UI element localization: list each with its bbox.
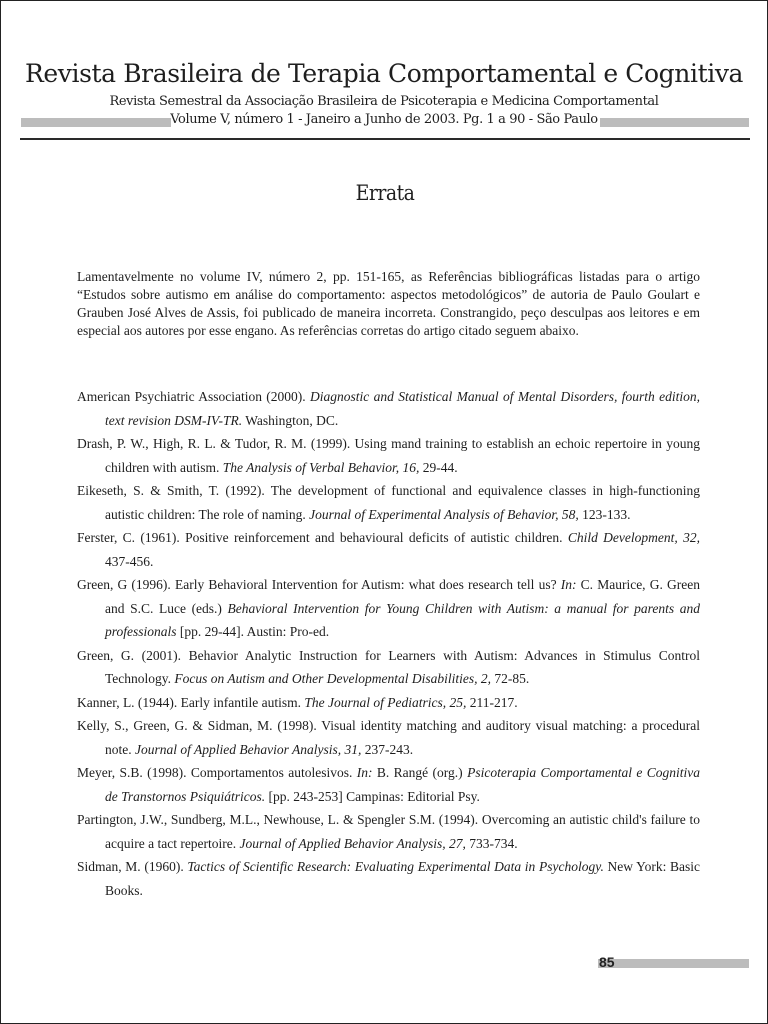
reference-item: Meyer, S.B. (1998). Comportamentos autolesivos. In: B. Rangé (org.) Psicoterapia Comportamental e Cognitiva de Transtornos Psiquiátricos. [pp. 243-253] Campinas: Editorial Psy. [77,765,700,804]
reference-item: Ferster, C. (1961). Positive reinforcement and behavioural deficits of autistic children. Child Development, 32, 437-456. [77,530,700,569]
reference-item: Partington, J.W., Sundberg, M.L., Newhouse, L. & Spengler S.M. (1994). Overcoming an autistic child's failure to acquire a tact repertoire. Journal of Applied Behavior Analysis, 27, 733-734. [77,812,700,851]
header-rule [20,138,750,140]
journal-subtitle: Revista Semestral da Associação Brasileira de Psicoterapia e Medicina Comportamental [109,94,659,109]
reference-item: Kanner, L. (1944). Early infantile autism. The Journal of Pediatrics, 25, 211-217. [77,694,518,710]
footer-bar [598,959,749,968]
reference-item: American Psychiatric Association (2000). Diagnostic and Statistical Manual of Mental Disorders, fourth edition, text revision DSM-IV-TR. Washington, DC. [77,389,700,428]
page-number: 85 [599,954,615,970]
reference-item: Drash, P. W., High, R. L. & Tudor, R. M. (1999). Using mand training to establish an echoic repertoire in young children with autism. The Analysis of Verbal Behavior, 16, 29-44. [77,436,700,475]
errata-intro: Lamentavelmente no volume IV, número 2, pp. 151-165, as Referências bibliográficas listadas para o artigo “Estudos sobre autismo em análise do comportamento: aspectos metodológicos” de autoria de Paulo Goulart e Grauben José Alves de Assis, foi publicado de maneira incorreta. Constrangido, peço desculpas aos leitores e em especial aos autores por esse engano. As referências corretas do artigo citado seguem abaixo. [77,269,700,338]
journal-title: Revista Brasileira de Terapia Comportamental e Cognitiva [24,59,744,88]
reference-item: Kelly, S., Green, G. & Sidman, M. (1998). Visual identity matching and auditory visual matching: a procedural note. Journal of Applied Behavior Analysis, 31, 237-243. [77,718,700,757]
volume-line: Volume V, número 1 - Janeiro a Junho de 2003. Pg. 1 a 90 - São Paulo [170,112,598,127]
reference-list [77,385,700,902]
reference-item: Eikeseth, S. & Smith, T. (1992). The development of functional and equivalence classes in high-functioning autistic children: The role of naming. Journal of Experimental Analysis of Behavior, 58, 123-133. [77,483,700,522]
reference-item: Sidman, M. (1960). Tactics of Scientific Research: Evaluating Experimental Data in Psychology. New York: Basic Books. [77,859,700,898]
errata-title: Errata [355,181,415,205]
reference-item: Green, G (1996). Early Behavioral Intervention for Autism: what does research tell us? In: C. Maurice, G. Green and S.C. Luce (eds.) Behavioral Intervention for Young Children with Autism: a manual for parents and professionals [pp. 29-44]. Austin: Pro-ed. [77,577,700,639]
reference-item: Green, G. (2001). Behavior Analytic Instruction for Learners with Autism: Advances in Stimulus Control Technology. Focus on Autism and Other Developmental Disabilities, 2, 72-85. [77,647,700,686]
